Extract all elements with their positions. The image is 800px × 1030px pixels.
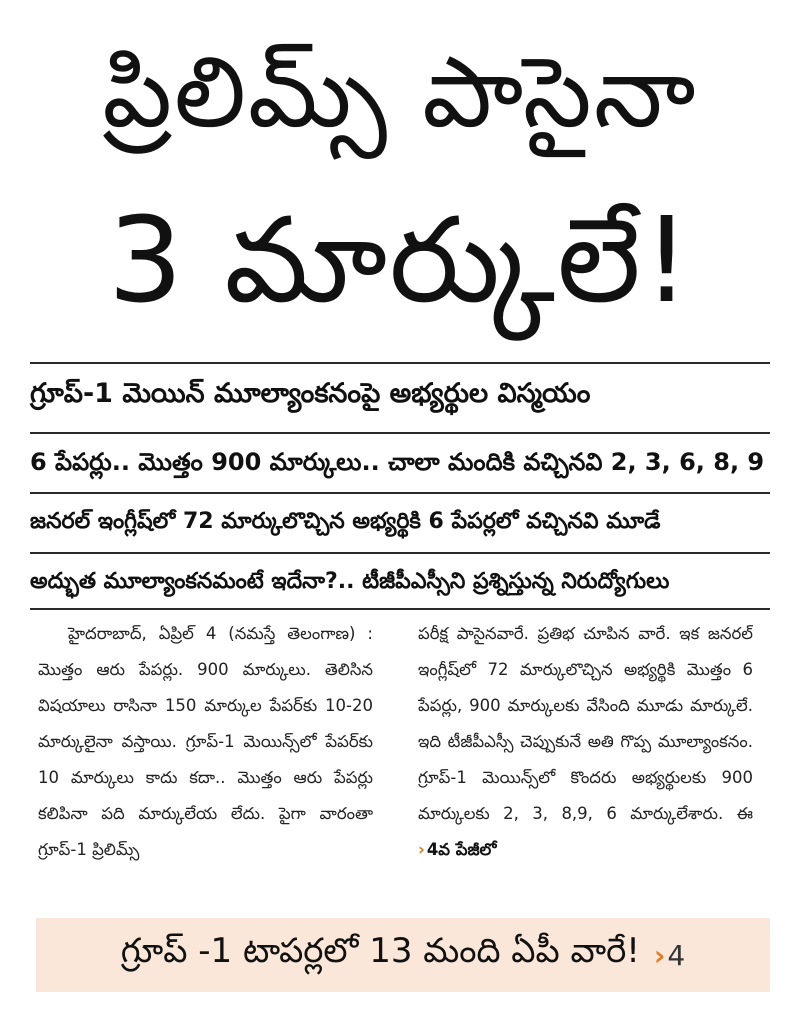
continued-link[interactable] bbox=[418, 840, 497, 859]
banner-text: గ్రూప్ -1 టాపర్లలో 13 మంది ఏపీ వారే! bbox=[120, 931, 640, 971]
subhead-rule bbox=[30, 492, 770, 494]
headline-line-1: ప్రిలిమ్స్ పాసైనా bbox=[102, 36, 698, 150]
chevron-right-icon: › bbox=[653, 938, 666, 972]
subhead-rule bbox=[30, 552, 770, 554]
subhead-1: గ్రూప్-1 మెయిన్ మూల్యాంకనంపై అభ్యర్థుల విస్మయం bbox=[30, 378, 591, 409]
continued-label: 4వ పేజీలో bbox=[426, 840, 497, 859]
chevron-right-icon: › bbox=[418, 840, 425, 859]
article-right-column bbox=[418, 616, 753, 906]
banner[interactable] bbox=[36, 918, 770, 992]
article-left-column: హైదరాబాద్, ఏప్రిల్ 4 (నమస్తే తెలంగాణ) : మొత్తం ఆరు పేపర్లు. 900 మార్కులు. తెలిసిన విషయాలు రాసినా 150 మార్కుల పేపర్‌కు 10-20 మార్కులైనా వస్తాయి. గ్రూప్-1 మెయిన్స్‌లో పేపర్‌కు 10 మార్కులు కాదు కదా.. మొత్తం ఆరు పేపర్లు కలిపినా పది మార్కులేయ లేదు. పైగా వారంతా గ్రూప్-1 ప్రిలిమ్స్ bbox=[38, 624, 373, 859]
subhead-3: జనరల్ ఇంగ్లీష్‌లో 72 మార్కులొచ్చిన అభ్యర్థికి 6 పేపర్లలో వచ్చినవి మూడే bbox=[30, 509, 661, 534]
article-right-text: పరీక్ష పాసైనవారే. ప్రతిభ చూపిన వారే. ఇక జనరల్ ఇంగ్లీష్‌లో 72 మార్కులొచ్చిన అభ్యర్థికి మొత్తం 6 పేపర్లు, 900 మార్కులకు వేసింది మూడు మార్కులే. ఇది టీజీపీఎస్సీ చెప్పుకునే అతి గొప్ప మూల్యాంకనం. గ్రూప్-1 మెయిన్స్‌లో కొందరు అభ్యర్థులకు 900 మార్కులకు 2, 3, 8,9, 6 మార్కులేశారు. ఈ bbox=[418, 624, 753, 823]
subhead-2: 6 పేపర్లు.. మొత్తం 900 మార్కులు.. చాలా మందికి వచ్చినవి 2, 3, 6, 8, 9 bbox=[30, 448, 765, 476]
banner-page-ref bbox=[654, 939, 685, 972]
banner-page-number: 4 bbox=[667, 938, 686, 972]
subhead-rule-bottom bbox=[30, 608, 770, 610]
subhead-rule bbox=[30, 432, 770, 434]
subhead-rule-top bbox=[30, 362, 770, 364]
headline-line-2: 3 మార్కులే! bbox=[107, 191, 693, 329]
subhead-4: అద్భుత మూల్యాంకనమంటే ఇదేనా?.. టీజీపీఎస్సీని ప్రశ్నిస్తున్న నిరుద్యోగులు bbox=[30, 569, 670, 594]
